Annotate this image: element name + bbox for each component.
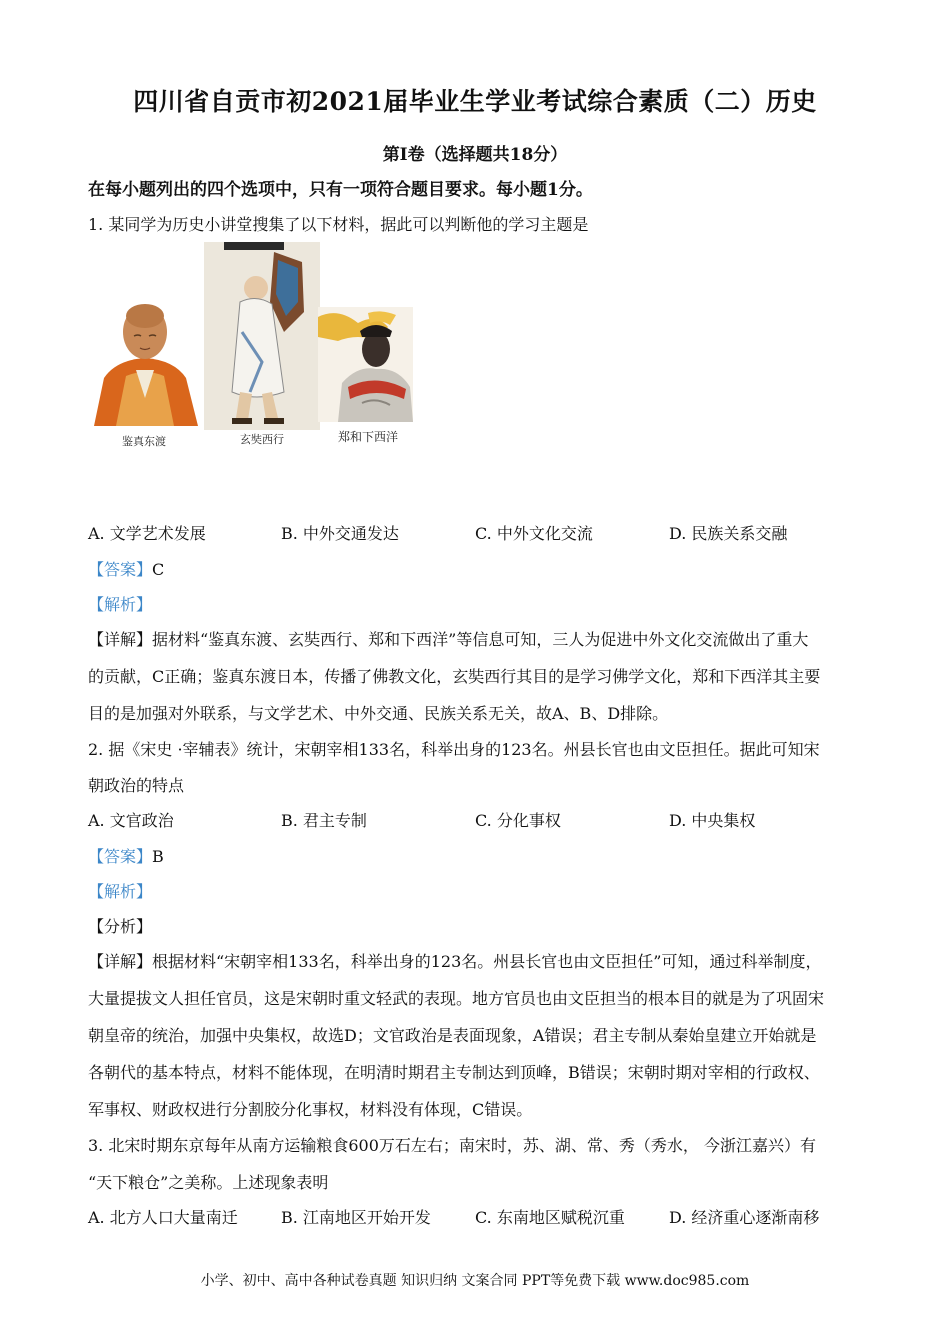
q2-answer-value: B	[152, 847, 164, 866]
q2-option-c: C. 分化事权	[475, 811, 561, 830]
q2-detail-line-1: 【详解】根据材料“宋朝宰相133名，科举出身的123名。州县长官也由文臣担任”可知，通过科举制度，	[88, 952, 822, 971]
document-title: 四川省自贡市初2021届毕业生学业考试综合素质（二）历史	[133, 87, 817, 116]
q1-detail-line-2: 的贡献，C正确；鉴真东渡日本，传播了佛教文化，玄奘西行其目的是学习佛学文化，郑和下西洋其主要	[88, 667, 821, 686]
q1-option-b: B. 中外交通发达	[281, 524, 399, 543]
q1-caption-xuanzang: 玄奘西行	[240, 433, 284, 446]
q3-option-b: B. 江南地区开始开发	[281, 1208, 431, 1227]
q1-detail-line-1: 【详解】据材料“鉴真东渡、玄奘西行、郑和下西洋”等信息可知，三人为促进中外文化交流做出了重大	[88, 630, 809, 649]
xuanzang-portrait-image	[204, 242, 320, 430]
q2-option-d: D. 中央集权	[669, 811, 756, 830]
q2-detail-line-5: 军事权、财政权进行分割胶分化事权，材料没有体现，C错误。	[88, 1100, 533, 1119]
q3-option-d: D. 经济重心逐渐南移	[669, 1208, 820, 1227]
q3-stem-line-1: 3. 北宋时期东京每年从南方运输粮食600万石左右；南宋时，苏、湖、常、秀（秀水， 今浙江嘉兴）有	[88, 1136, 816, 1155]
q1-option-d: D. 民族关系交融	[669, 524, 788, 543]
section-subtitle: 第Ⅰ卷（选择题共18分）	[382, 145, 568, 165]
q1-option-c: C. 中外文化交流	[475, 524, 593, 543]
q1-stem: 1. 某同学为历史小讲堂搜集了以下材料，据此可以判断他的学习主题是	[88, 215, 589, 234]
footer-text: 小学、初中、高中各种试卷真题 知识归纳 文案合同 PPT等免费下载 www.doc985.com	[200, 1273, 750, 1289]
q1-answer-value: C	[152, 560, 165, 579]
q1-answer	[88, 557, 164, 580]
q3-option-c: C. 东南地区赋税沉重	[475, 1208, 625, 1227]
q3-stem-line-2: “天下粮仓”之美称。上述现象表明	[88, 1173, 329, 1192]
q1-detail-line-3: 目的是加强对外联系，与文学艺术、中外交通、民族关系无关，故A、B、D排除。	[88, 704, 669, 723]
instructions: 在每小题列出的四个选项中，只有一项符合题目要求。每小题1分。	[88, 180, 593, 200]
q2-stem-line-1: 2. 据《宋史 ·宰辅表》统计，宋朝宰相133名，科举出身的123名。州县长官也由文臣担任。据此可知宋	[88, 740, 820, 759]
q1-caption-jianzhen: 鉴真东渡	[122, 435, 166, 448]
q2-option-a: A. 文官政治	[88, 811, 174, 830]
q2-answer-tag: 【答案】	[88, 847, 153, 866]
q2-option-b: B. 君主专制	[281, 811, 367, 830]
zhenghe-portrait-image	[318, 307, 413, 422]
q2-fenxi-tag: 【分析】	[88, 917, 153, 936]
q1-answer-tag: 【答案】	[88, 560, 153, 579]
q2-stem-line-2: 朝政治的特点	[88, 776, 185, 795]
q1-option-a: A. 文学艺术发展	[88, 524, 206, 543]
q1-caption-zhenghe: 郑和下西洋	[338, 430, 399, 444]
q2-detail-line-3: 朝皇帝的统治，加强中央集权，故选D；文官政治是表面现象，A错误；君主专制从秦始皇建立开始就是	[88, 1026, 817, 1045]
q2-analysis-tag: 【解析】	[88, 882, 153, 901]
q2-detail-line-4: 各朝代的基本特点，材料不能体现，在明清时期君主专制达到顶峰，B错误；宋朝时期对宰相的行政权、	[88, 1063, 820, 1082]
q3-option-a: A. 北方人口大量南迁	[88, 1208, 238, 1227]
q1-analysis-tag: 【解析】	[88, 595, 153, 614]
jianzhen-portrait-image	[86, 298, 204, 426]
q2-answer	[88, 844, 164, 867]
q2-detail-line-2: 大量提拔文人担任官员，这是宋朝时重文轻武的表现。地方官员也由文臣担当的根本目的就是为了巩固宋	[88, 989, 825, 1008]
